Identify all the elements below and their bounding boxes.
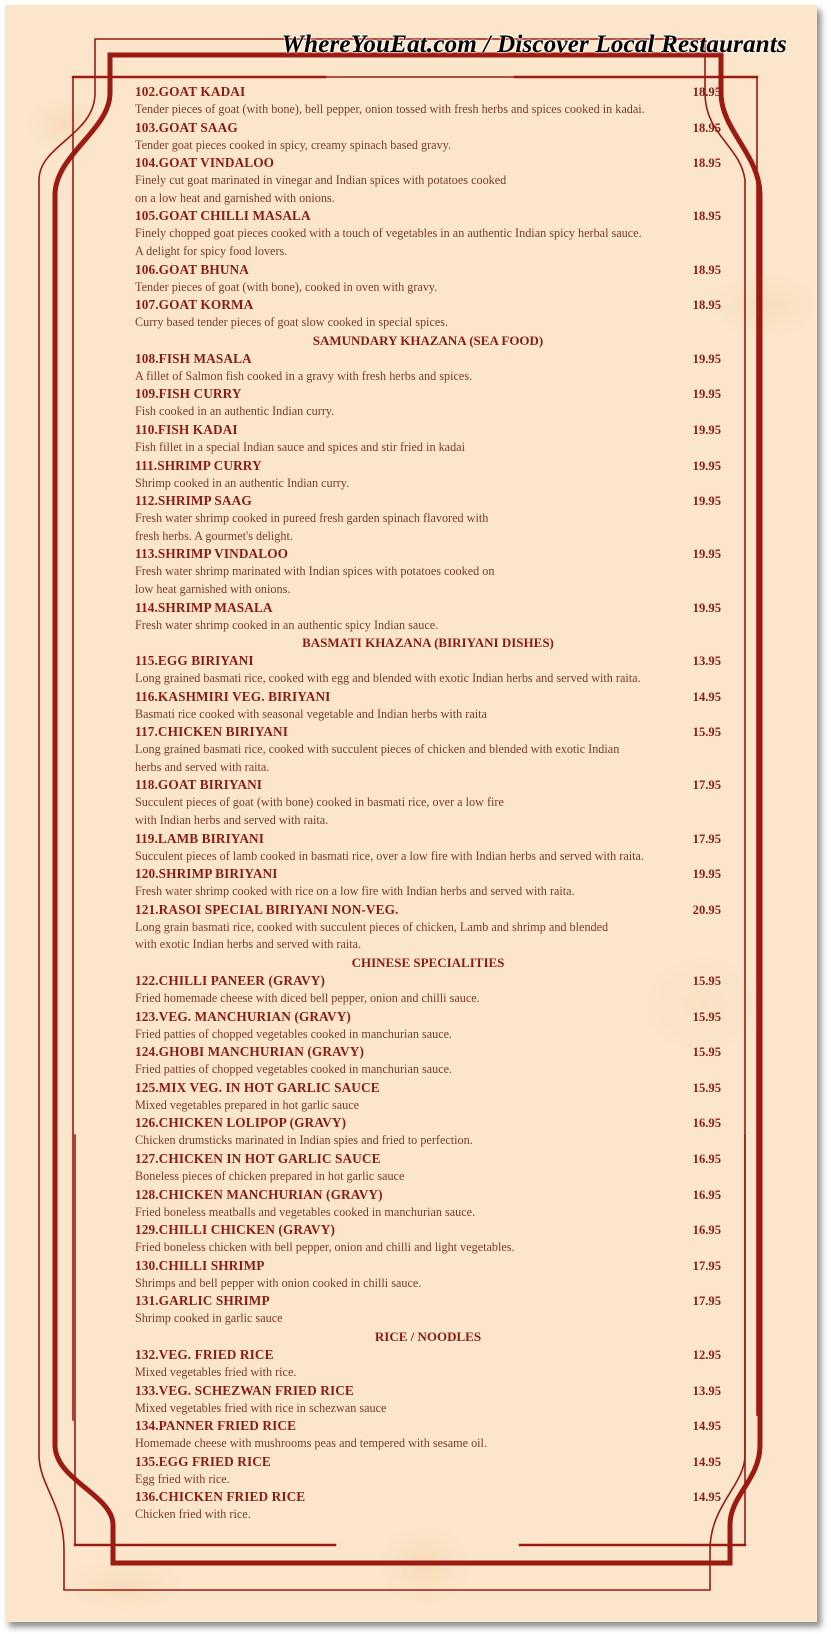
menu-item (135, 1292, 721, 1328)
menu-item (135, 723, 721, 776)
dish-name: 105.GOAT CHILLI MASALA (135, 208, 311, 224)
menu-item-header (135, 1043, 721, 1061)
dish-description: Mixed vegetables fried with rice. (135, 1364, 297, 1379)
dish-description: Boneless pieces of chicken prepared in hot garlic sauce (135, 1169, 405, 1183)
dish-price: 15.95 (692, 974, 721, 989)
menu-item-header (135, 457, 721, 475)
dish-description: Mixed vegetables prepared in hot garlic sauce (135, 1097, 360, 1112)
dish-price: 19.95 (692, 387, 721, 402)
dish-description: A fillet of Salmon fish cooked in a gravy with fresh herbs and spices. (135, 368, 473, 383)
dish-price: 14.95 (692, 689, 721, 704)
dish-name: 121.RASOI SPECIAL BIRIYANI NON-VEG. (135, 901, 399, 917)
menu-item (135, 83, 721, 119)
menu-item-header (135, 1453, 721, 1471)
section-heading: CHINESE SPECIALITIES (351, 955, 505, 971)
dish-name: 108.FISH MASALA (135, 350, 252, 366)
dish-name: 113.SHRIMP VINDALOO (135, 546, 289, 562)
menu-item (135, 901, 721, 954)
dish-description: Finely chopped goat pieces cooked with a touch of vegetables in an authentic Indian spicy herbal sauce. (135, 226, 642, 241)
dish-description: Basmati rice cooked with seasonal vegetable and Indian herbs with raita (135, 706, 487, 721)
menu-item (135, 652, 721, 688)
menu-item-header (135, 865, 721, 883)
site-title-watermark: WhereYouEat.com / Discover Local Restaurants (281, 31, 787, 58)
dish-name: 114.SHRIMP MASALA (135, 599, 273, 615)
dish-name: 125.MIX VEG. IN HOT GARLIC SAUCE (135, 1079, 380, 1095)
dish-price: 16.95 (692, 1152, 721, 1166)
menu-item-header (135, 1346, 721, 1364)
menu-item-header (135, 154, 721, 172)
menu-item-header (135, 296, 721, 314)
dish-name: 111.SHRIMP CURRY (135, 457, 262, 473)
dish-price: 14.95 (692, 1419, 721, 1434)
dish-description: Fresh water shrimp cooked with rice on a low fire with Indian herbs and served with raita. (135, 884, 575, 899)
dish-price: 19.95 (692, 867, 721, 882)
section-heading: RICE / NOODLES (374, 1328, 482, 1344)
dish-name: 119.LAMB BIRIYANI (135, 830, 265, 846)
menu-item-header (135, 776, 721, 794)
menu-item-header (135, 83, 721, 101)
dish-description: Homemade cheese with mushrooms peas and tempered with sesame oil. (135, 1436, 487, 1451)
dish-description: Long grain basmati rice, cooked with succulent pieces of chicken, Lamb and shrimp and blended (135, 919, 609, 934)
menu-item (135, 1221, 721, 1257)
dish-price: 18.95 (692, 262, 721, 277)
dish-description: Fried boneless meatballs and vegetables cooked in manchurian sauce. (135, 1204, 476, 1219)
dish-price: 15.95 (692, 1080, 721, 1095)
menu-item (135, 1488, 721, 1524)
dish-description: Tender pieces of goat (with bone), cooked in oven with gravy. (135, 279, 438, 294)
dish-price: 19.95 (692, 422, 721, 437)
menu-item (135, 154, 721, 207)
dish-description: Fresh water shrimp marinated with Indian spices with potatoes cooked on (135, 564, 495, 579)
dish-name: 107.GOAT KORMA (135, 297, 254, 313)
dish-name: 126.CHICKEN LOLIPOP (GRAVY) (135, 1115, 347, 1131)
dish-description: Succulent pieces of lamb cooked in basmati rice, over a low fire with Indian herbs and served with raita. (135, 848, 644, 863)
dish-price: 19.95 (692, 458, 721, 473)
menu-item (135, 492, 721, 545)
dish-description: Fried homemade cheese with diced bell pepper, onion and chilli sauce. (135, 991, 480, 1006)
dish-price: 14.95 (692, 1490, 721, 1505)
dish-name: 104.GOAT VINDALOO (135, 155, 275, 171)
dish-description: with Indian herbs and served with raita. (135, 813, 329, 828)
dish-description: Chicken drumsticks marinated in Indian spies and fried to perfection. (135, 1133, 473, 1148)
dish-description: Fresh water shrimp cooked in pureed fresh garden spinach flavored with (135, 511, 489, 526)
menu-item (135, 1114, 721, 1150)
dish-price: 18.95 (692, 85, 721, 99)
menu-item (135, 1417, 721, 1453)
menu-item-header (135, 972, 721, 990)
dish-price: 15.95 (692, 1009, 721, 1024)
dish-name: 127.CHICKEN IN HOT GARLIC SAUCE (135, 1151, 381, 1166)
dish-name: 136.CHICKEN FRIED RICE (135, 1489, 306, 1505)
dish-name: 129.CHILLI CHICKEN (GRAVY) (135, 1222, 335, 1238)
dish-description: Fish cooked in an authentic Indian curry. (135, 404, 335, 419)
dish-price: 19.95 (692, 494, 721, 509)
menu-item (135, 1346, 721, 1382)
dish-name: 132.VEG. FRIED RICE (135, 1346, 274, 1362)
dish-price: 20.95 (692, 902, 721, 917)
section-heading: SAMUNDARY KHAZANA (SEA FOOD) (312, 332, 544, 348)
menu-item (135, 261, 721, 297)
dish-name: 117.CHICKEN BIRIYANI (135, 724, 288, 740)
menu-item (135, 421, 721, 457)
menu-item (135, 830, 721, 866)
dish-name: 131.GARLIC SHRIMP (135, 1293, 270, 1309)
dish-name: 109.FISH CURRY (135, 386, 242, 402)
dish-price: 18.95 (692, 209, 721, 224)
dish-price: 19.95 (692, 547, 721, 562)
dish-description: A delight for spicy food lovers. (135, 243, 288, 258)
menu-item (135, 1186, 721, 1222)
menu-item (135, 1043, 721, 1079)
menu-item-header (135, 1114, 721, 1132)
menu-item-header (135, 1221, 721, 1239)
menu-item (135, 207, 721, 260)
dish-description: Tender pieces of goat (with bone), bell pepper, onion tossed with fresh herbs and spices cooked in kadai. (135, 102, 645, 116)
dish-description: Shrimp cooked in an authentic Indian curry. (135, 475, 350, 490)
dish-name: 116.KASHMIRI VEG. BIRIYANI (135, 688, 331, 704)
dish-name: 133.VEG. SCHEZWAN FRIED RICE (135, 1382, 354, 1398)
dish-price: 18.95 (692, 120, 721, 135)
menu-item-header (135, 492, 721, 510)
menu-item (135, 1382, 721, 1418)
dish-name: 106.GOAT BHUNA (135, 261, 249, 277)
menu-item-header (135, 599, 721, 617)
menu-item (135, 1150, 721, 1186)
dish-description: Shrimp cooked in garlic sauce (135, 1311, 283, 1326)
dish-description: Fried patties of chopped vegetables cooked in manchurian sauce. (135, 1026, 453, 1041)
dish-name: 115.EGG BIRIYANI (135, 653, 254, 669)
dish-name: 124.GHOBI MANCHURIAN (GRAVY) (135, 1044, 364, 1060)
dish-price: 16.95 (692, 1223, 721, 1238)
dish-description: herbs and served with raita. (135, 759, 270, 774)
dish-name: 122.CHILLI PANEER (GRAVY) (135, 973, 326, 989)
menu-item (135, 599, 721, 635)
menu-item-header (135, 1292, 721, 1310)
menu-item (135, 350, 721, 386)
menu-item-header (135, 1382, 721, 1400)
dish-description: Long grained basmati rice, cooked with egg and blended with exotic Indian herbs and served with raita. (135, 671, 641, 686)
menu-item (135, 688, 721, 724)
menu-item (135, 119, 721, 155)
dish-description: Tender goat pieces cooked in spicy, creamy spinach based gravy. (135, 137, 452, 152)
dish-name: 120.SHRIMP BIRIYANI (135, 866, 278, 882)
menu-item-header (135, 688, 721, 706)
menu-item (135, 865, 721, 901)
menu-item (135, 776, 721, 829)
dish-name: 110.FISH KADAI (135, 421, 238, 437)
menu-item (135, 457, 721, 493)
dish-description: Fresh water shrimp cooked in an authentic spicy Indian sauce. (135, 617, 439, 632)
dish-name: 123.VEG. MANCHURIAN (GRAVY) (135, 1008, 351, 1024)
menu-item (135, 1079, 721, 1115)
dish-description: Fish fillet in a special Indian sauce and spices and stir fried in kadai (135, 439, 465, 454)
dish-name: 102.GOAT KADAI (135, 84, 246, 99)
dish-price: 15.95 (692, 725, 721, 740)
menu-item (135, 1257, 721, 1293)
dish-name: 135.EGG FRIED RICE (135, 1453, 271, 1469)
dish-description: with exotic Indian herbs and served with raita. (135, 937, 362, 952)
dish-description: Succulent pieces of goat (with bone) cooked in basmati rice, over a low fire (135, 795, 504, 810)
dish-price: 16.95 (692, 1187, 721, 1202)
dish-price: 13.95 (692, 1383, 721, 1398)
dish-name: 103.GOAT SAAG (135, 119, 238, 135)
dish-price: 18.95 (692, 156, 721, 171)
menu-item (135, 385, 721, 421)
menu-item-header (135, 119, 721, 137)
dish-price: 17.95 (692, 1294, 721, 1309)
menu-item-header (135, 261, 721, 279)
menu-item-header (135, 385, 721, 403)
dish-name: 134.PANNER FRIED RICE (135, 1418, 297, 1434)
dish-price: 19.95 (692, 600, 721, 615)
menu-item-header (135, 1079, 721, 1097)
menu-item-header (135, 1417, 721, 1435)
dish-name: 112.SHRIMP SAAG (135, 493, 252, 509)
dish-price: 16.95 (692, 1116, 721, 1131)
menu-item (135, 972, 721, 1008)
dish-description: low heat garnished with onions. (135, 581, 291, 596)
dish-price: 13.95 (692, 654, 721, 669)
menu-item-header (135, 421, 721, 439)
menu-page (5, 5, 817, 1622)
menu-item (135, 1453, 721, 1489)
dish-price: 14.95 (692, 1454, 721, 1469)
dish-description: Long grained basmati rice, cooked with succulent pieces of chicken and blended with exotic Indian (135, 742, 620, 757)
section-heading: BASMATI KHAZANA (BIRIYANI DISHES) (302, 635, 554, 651)
menu-item-header (135, 1008, 721, 1026)
dish-description: Chicken fried with rice. (135, 1507, 251, 1522)
menu-list (135, 83, 721, 1524)
dish-name: 118.GOAT BIRIYANI (135, 777, 263, 793)
menu-item-header (135, 901, 721, 919)
menu-item-header (135, 1488, 721, 1506)
menu-item-header (135, 545, 721, 563)
menu-item-header (135, 723, 721, 741)
dish-description: on a low heat and garnished with onions. (135, 190, 335, 205)
dish-price: 17.95 (692, 1258, 721, 1273)
menu-item-header (135, 652, 721, 670)
dish-price: 17.95 (692, 831, 721, 846)
dish-name: 130.CHILLI SHRIMP (135, 1257, 265, 1273)
dish-price: 17.95 (692, 778, 721, 793)
dish-description: Egg fried with rice. (135, 1471, 230, 1486)
menu-item-header (135, 1150, 721, 1168)
menu-item (135, 296, 721, 332)
dish-price: 19.95 (692, 351, 721, 366)
dish-description: Curry based tender pieces of goat slow cooked in special spices. (135, 315, 449, 330)
dish-price: 12.95 (692, 1347, 721, 1362)
menu-item-header (135, 1257, 721, 1275)
menu-item-header (135, 207, 721, 225)
menu-item (135, 1008, 721, 1044)
dish-description: fresh herbs. A gourmet's delight. (135, 528, 293, 543)
menu-item-header (135, 830, 721, 848)
dish-description: Shrimps and bell pepper with onion cooked in chilli sauce. (135, 1275, 422, 1290)
dish-description: Fried boneless chicken with bell pepper, onion and chilli and light vegetables. (135, 1240, 515, 1255)
dish-name: 128.CHICKEN MANCHURIAN (GRAVY) (135, 1186, 383, 1202)
dish-price: 15.95 (692, 1045, 721, 1060)
dish-price: 18.95 (692, 298, 721, 313)
menu-item-header (135, 1186, 721, 1204)
dish-description: Finely cut goat marinated in vinegar and Indian spices with potatoes cooked (135, 173, 507, 188)
menu-item-header (135, 350, 721, 368)
dish-description: Fried patties of chopped vegetables cooked in manchurian sauce. (135, 1062, 453, 1077)
menu-item (135, 545, 721, 598)
dish-description: Mixed vegetables fried with rice in schezwan sauce (135, 1400, 387, 1415)
